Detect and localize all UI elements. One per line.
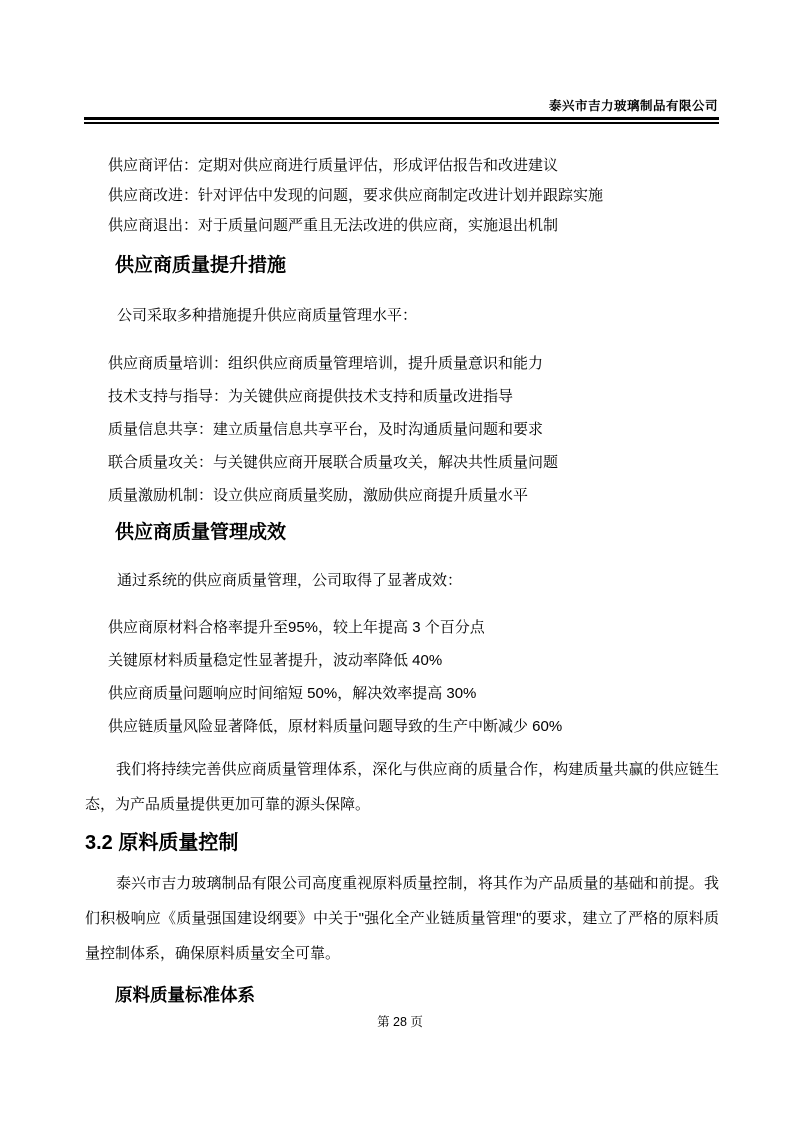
results-intro: 通过系统的供应商质量管理，公司取得了显著成效： [117, 572, 463, 589]
section-heading-3-2: 3.2 原料质量控制 [85, 832, 239, 854]
section-paragraph: 泰兴市吉力玻璃制品有限公司高度重视原料质量控制，将其作为产品质量的基础和前提。我们积极响应《质量强国建设纲要》中关于"强化全产业链质量管理"的要求，建立了严格的原料质量控制体系，确保原料质量安全可靠。 [85, 875, 719, 962]
list-item: 质量信息共享：建立质量信息共享平台，及时沟通质量问题和要求 [108, 421, 544, 438]
list-item: 供应商原材料合格率提升至95%，较上年提高 3 个百分点 [108, 619, 485, 636]
page-header [84, 96, 719, 124]
list-item: 供应商退出：对于质量问题严重且无法改进的供应商，实施退出机制 [108, 217, 559, 234]
supplier-eval-list [108, 158, 719, 233]
list-item: 联合质量攻关：与关键供应商开展联合质量攻关，解决共性质量问题 [108, 454, 559, 471]
results-list [108, 620, 719, 734]
improvement-intro: 公司采取多种措施提升供应商质量管理水平： [117, 307, 418, 324]
closing-paragraph: 我们将持续完善供应商质量管理体系，深化与供应商的质量合作，构建质量共赢的供应链生态，为产品质量提供更加可靠的源头保障。 [85, 761, 719, 813]
improvement-list [108, 356, 719, 503]
page-footer-number: 第 28 页 [377, 1015, 423, 1029]
list-item: 供应商质量问题响应时间缩短 50%，解决效率提高 30% [108, 685, 477, 702]
header-rule-thin [84, 122, 719, 124]
list-item: 供应商评估：定期对供应商进行质量评估，形成评估报告和改进建议 [108, 157, 559, 174]
heading-raw-material-standards: 原料质量标准体系 [115, 985, 255, 1005]
document-content [85, 158, 719, 1004]
heading-management-results: 供应商质量管理成效 [115, 522, 287, 543]
list-item: 质量激励机制：设立供应商质量奖励，激励供应商提升质量水平 [108, 487, 529, 504]
list-item: 供应链质量风险显著降低，原材料质量问题导致的生产中断减少 60% [108, 718, 563, 735]
list-item: 关键原材料质量稳定性显著提升，波动率降低 40% [108, 652, 443, 669]
list-item: 技术支持与指导：为关键供应商提供技术支持和质量改进指导 [108, 388, 514, 405]
list-item: 供应商改进：针对评估中发现的问题，要求供应商制定改进计划并跟踪实施 [108, 187, 604, 204]
heading-improvement-measures: 供应商质量提升措施 [115, 255, 287, 276]
header-company-name: 泰兴市吉力玻璃制品有限公司 [548, 99, 718, 113]
list-item: 供应商质量培训：组织供应商质量管理培训，提升质量意识和能力 [108, 355, 544, 372]
